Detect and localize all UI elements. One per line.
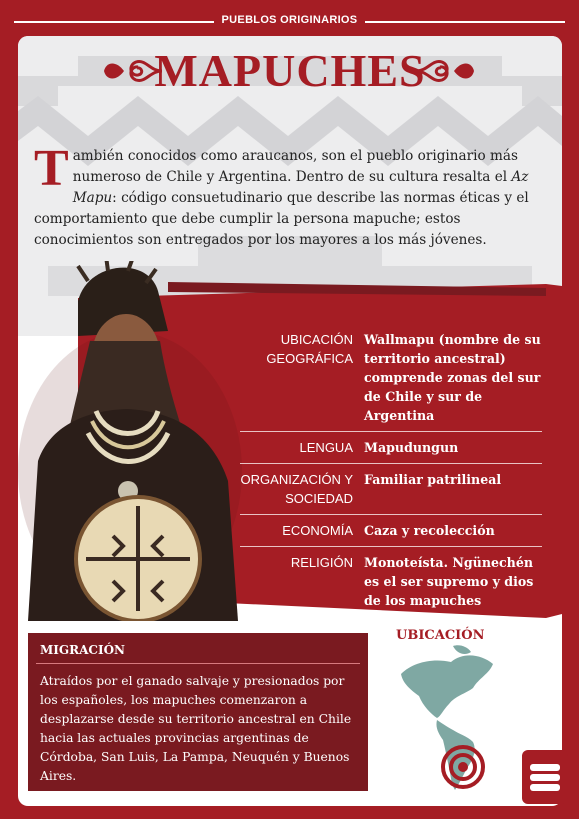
fact-key: RELIGIÓN [290, 555, 353, 570]
migration-heading: MIGRACIÓN [36, 633, 360, 664]
intro-text-2: : código consuetudinario que describe las normas éticas y el comportamiento que debe cumplir la persona mapuche; estos conocimientos son entregados por los mayores a los más jóvenes. [34, 190, 529, 248]
fact-value: Caza y recolección [364, 523, 495, 538]
header-rule-right [365, 21, 565, 23]
fact-key: ECONOMÍA [282, 523, 353, 538]
intro-text-1: ambién conocidos como araucanos, son el pueblo originario más numeroso de Chile y Argentina. Dentro de su cultura resalta el [72, 148, 518, 185]
fact-value: Monoteísta. Ngünechén es el ser supremo y dios de los mapuches [364, 555, 534, 608]
page-title: MAPUCHES [154, 45, 426, 96]
fact-row [240, 515, 542, 547]
intro-emphasis: Az Mapu [72, 169, 529, 206]
fact-value: Familiar patrilineal [364, 472, 502, 487]
content-card [18, 36, 562, 806]
drop-cap: T [34, 140, 69, 197]
menu-icon [522, 750, 568, 804]
migration-text: Atraídos por el ganado salvaje y presionados por los españoles, los mapuches comenzaron a desplazarse desde su territorio ancestral en Chile hacia las actuales provincias argentinas de Córdoba, San Luis, La Pampa, Neuquén y Buenos Aires. [40, 674, 352, 783]
facts-table [240, 324, 542, 616]
fact-key: LENGUA [299, 440, 353, 455]
menu-button[interactable] [522, 750, 568, 804]
target-icon [440, 744, 486, 790]
header-label: PUEBLOS ORIGINARIOS [221, 14, 358, 26]
location-heading: UBICACIÓN [396, 628, 485, 643]
fact-row [240, 547, 542, 616]
mapuche-portrait-illustration [18, 261, 258, 621]
migration-box [28, 633, 368, 791]
header-bar [0, 0, 579, 36]
fact-key: UBICACIÓN GEOGRÁFICA [266, 332, 353, 366]
fact-value: Mapudungun [364, 440, 459, 455]
fact-key: ORGANIZACIÓN Y SOCIEDAD [240, 472, 353, 506]
fact-row [240, 432, 542, 464]
fact-row [240, 324, 542, 432]
fact-row [240, 464, 542, 515]
fact-value: Wallmapu (nombre de su territorio ancestral) comprende zonas del sur de Chile y sur de Argentina [364, 332, 541, 423]
